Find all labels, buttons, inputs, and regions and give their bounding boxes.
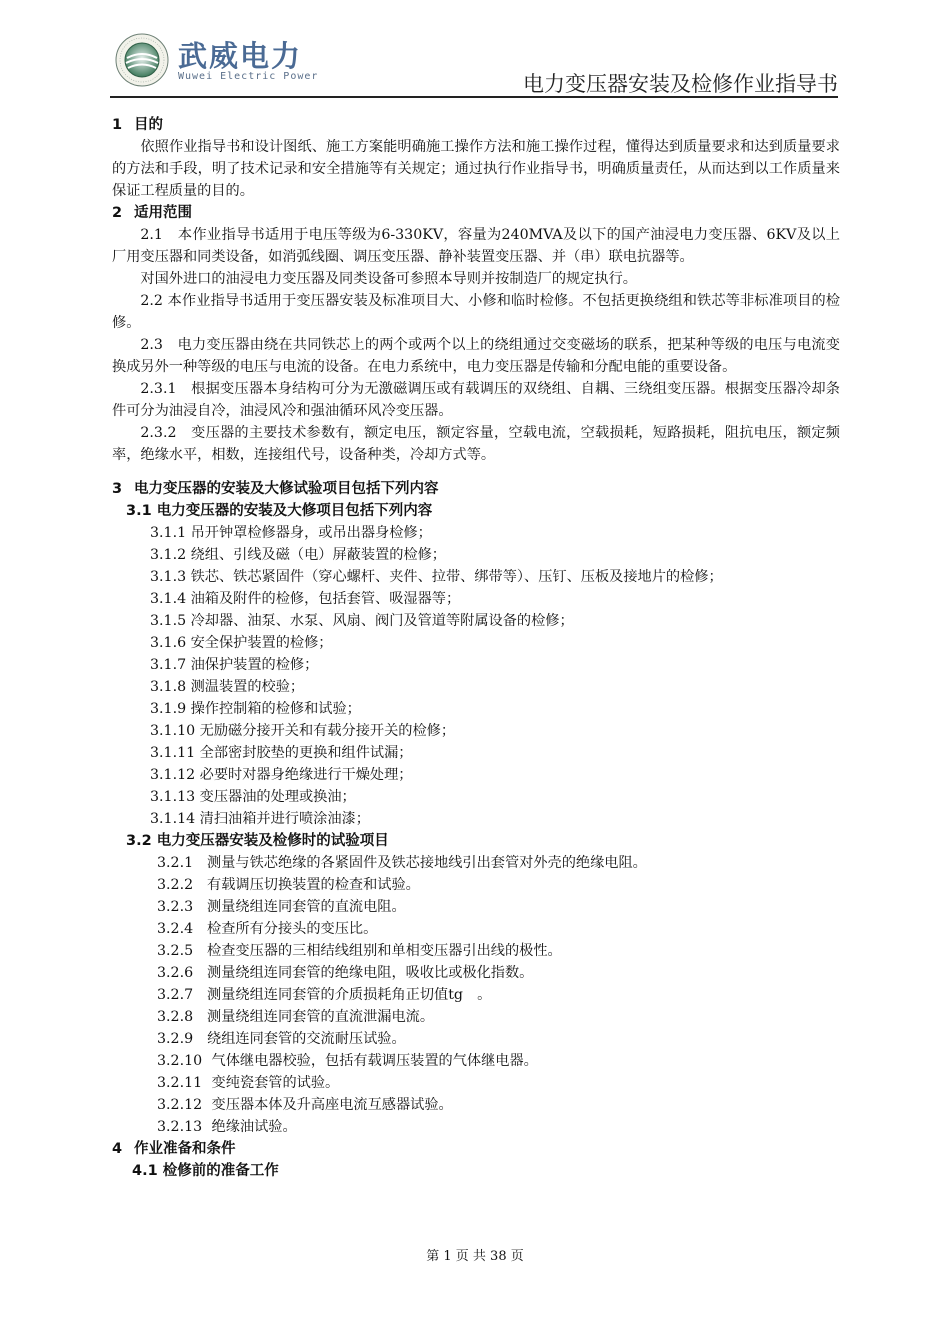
test-items-list xyxy=(112,852,840,1138)
item-number: 3.2.4 xyxy=(157,921,194,937)
item-text: 有载调压切换装置的检查和试验。 xyxy=(207,877,420,893)
section-4-heading xyxy=(112,1138,840,1160)
list-item: 3.1.3 铁芯、铁芯紧固件（穿心螺杆、夹件、拉带、绑带等）、压钉、压板及接地片的检修； xyxy=(150,569,723,585)
paragraph: 2.2 本作业指导书适用于变压器安装及标准项目大、小修和临时检修。不包括更换绕组和铁芯等非标准项目的检修。 xyxy=(112,293,840,331)
list-item xyxy=(157,1028,840,1050)
list-item xyxy=(157,1050,840,1072)
list-item: 3.1.7 油保护装置的检修； xyxy=(150,657,319,673)
item-number: 3.2.12 xyxy=(157,1097,203,1113)
item-text: 气体继电器校验，包括有载调压装置的气体继电器。 xyxy=(207,1053,538,1069)
list-item: 3.1.5 冷却器、油泵、水泵、风扇、阀门及管道等附属设备的检修； xyxy=(150,613,574,629)
list-item: 3.1.9 操作控制箱的检修和试验； xyxy=(150,701,361,717)
paragraph: 2.1 本作业指导书适用于电压等级为6-330KV，容量为240MVA及以下的国产油浸电力变压器、6KV及以上厂用变压器和同类设备，如消弧线圈、调压变压器、静补装置变压器、并（串）联电抗器等。 xyxy=(112,227,840,265)
list-item xyxy=(157,852,840,874)
item-text: 测量绕组连同套管的直流泄漏电流。 xyxy=(207,1009,435,1025)
paragraph: 2.3.2 变压器的主要技术参数有，额定电压，额定容量，空载电流，空载损耗，短路损耗，阻抗电压，额定频率，绝缘水平，相数，连接组代号，设备种类，冷却方式等。 xyxy=(112,425,840,463)
item-number: 3.2.2 xyxy=(157,877,194,893)
item-number: 3.2.5 xyxy=(157,943,194,959)
header-divider xyxy=(110,96,838,98)
paragraph: 对国外进口的油浸电力变压器及同类设备可参照本导则并按制造厂的规定执行。 xyxy=(140,271,637,287)
section-number: 2 xyxy=(112,205,123,221)
section-title: 作业准备和条件 xyxy=(134,1141,236,1157)
page-footer: 第 1 页 共 38 页 xyxy=(426,1249,524,1264)
maintenance-items-list xyxy=(112,522,840,830)
list-item: 3.1.4 油箱及附件的检修，包括套管、吸湿器等； xyxy=(150,591,461,607)
list-item xyxy=(157,918,840,940)
document-title: 电力变压器安装及检修作业指导书 xyxy=(523,72,838,96)
section-number: 4 xyxy=(112,1141,123,1157)
item-text: 变纯瓷套管的试验。 xyxy=(207,1075,340,1091)
section-title: 适用范围 xyxy=(134,205,192,221)
paragraph: 2.3.1 根据变压器本身结构可分为无激磁调压或有载调压的双绕组、自耦、三绕组变压器。根据变压器冷却条件可分为油浸自冷，油浸风冷和强油循环风冷变压器。 xyxy=(112,381,840,419)
state-grid-emblem-icon xyxy=(114,32,170,88)
item-text: 变压器本体及升高座电流互感器试验。 xyxy=(207,1097,453,1113)
list-item: 3.1.1 吊开钟罩检修器身，或吊出器身检修； xyxy=(150,525,432,541)
logo-english-text: Wuwei Electric Power xyxy=(178,71,319,82)
list-item: 3.1.2 绕组、引线及磁（电）屏蔽装置的检修； xyxy=(150,547,446,563)
item-number: 3.2.11 xyxy=(157,1075,203,1091)
list-item: 3.1.6 安全保护装置的检修； xyxy=(150,635,333,651)
list-item xyxy=(157,1006,840,1028)
page-header xyxy=(110,26,838,98)
list-item xyxy=(157,940,840,962)
section-title: 电力变压器的安装及大修试验项目包括下列内容 xyxy=(134,481,439,497)
item-number: 3.2.10 xyxy=(157,1053,203,1069)
item-text: 测量与铁芯绝缘的各紧固件及铁芯接地线引出套管对外壳的绝缘电阻。 xyxy=(207,855,647,871)
item-number: 3.2.7 xyxy=(157,987,194,1003)
item-text: 测量绕组连同套管的绝缘电阻，吸收比或极化指数。 xyxy=(207,965,534,981)
item-text: 测量绕组连同套管的直流电阻。 xyxy=(207,899,406,915)
list-item xyxy=(157,874,840,896)
list-item: 3.1.14 清扫油箱并进行喷涂油漆； xyxy=(150,811,370,827)
list-item xyxy=(157,1116,840,1138)
item-number: 3.2.8 xyxy=(157,1009,194,1025)
section-2-heading xyxy=(112,202,840,224)
section-title: 目的 xyxy=(134,117,163,133)
item-text: 绕组连同套管的交流耐压试验。 xyxy=(207,1031,406,1047)
list-item xyxy=(157,896,840,918)
section-3-heading xyxy=(112,478,840,500)
subsection-3-2-heading: 3.2 电力变压器安装及检修时的试验项目 xyxy=(126,833,389,849)
list-item xyxy=(157,984,840,1006)
subsection-3-1-heading: 3.1 电力变压器的安装及大修项目包括下列内容 xyxy=(126,503,433,519)
list-item: 3.1.13 变压器油的处理或换油； xyxy=(150,789,356,805)
company-logo xyxy=(114,32,334,88)
section-1-heading xyxy=(112,114,840,136)
logo-chinese-text: 武威电力 xyxy=(178,39,303,73)
item-number: 3.2.13 xyxy=(157,1119,203,1135)
item-number: 3.2.3 xyxy=(157,899,194,915)
item-text: 绝缘油试验。 xyxy=(207,1119,297,1135)
list-item: 3.1.11 全部密封胶垫的更换和组件试漏； xyxy=(150,745,413,761)
list-item: 3.1.10 无励磁分接开关和有载分接开关的检修； xyxy=(150,723,456,739)
list-item xyxy=(157,962,840,984)
section-number: 3 xyxy=(112,481,123,497)
document-body xyxy=(112,114,840,1182)
item-number: 3.2.1 xyxy=(157,855,194,871)
subsection-4-1-heading: 4.1 检修前的准备工作 xyxy=(132,1163,279,1179)
item-number: 3.2.6 xyxy=(157,965,194,981)
paragraph: 2.3 电力变压器由绕在共同铁芯上的两个或两个以上的绕组通过交变磁场的联系，把某种等级的电压与电流变换成另外一种等级的电压与电流的设备。在电力系统中，电力变压器是传输和分配电能的重要设备。 xyxy=(112,337,840,375)
list-item xyxy=(157,1072,840,1094)
list-item: 3.1.8 测温装置的校验； xyxy=(150,679,305,695)
section-number: 1 xyxy=(112,117,123,133)
item-text: 检查所有分接头的变压比。 xyxy=(207,921,378,937)
list-item: 3.1.12 必要时对器身绝缘进行干燥处理； xyxy=(150,767,413,783)
paragraph: 依照作业指导书和设计图纸、施工方案能明确施工操作方法和施工操作过程，懂得达到质量要求和达到质量要求的方法和手段，明了技术记录和安全措施等有关规定；通过执行作业指导书，明确质量责任，从而达到以工作质量来保证工程质量的目的。 xyxy=(112,139,840,199)
item-number: 3.2.9 xyxy=(157,1031,194,1047)
list-item xyxy=(157,1094,840,1116)
item-text: 测量绕组连同套管的介质损耗角正切值tg 。 xyxy=(207,987,492,1003)
item-text: 检查变压器的三相结线组别和单相变压器引出线的极性。 xyxy=(207,943,562,959)
